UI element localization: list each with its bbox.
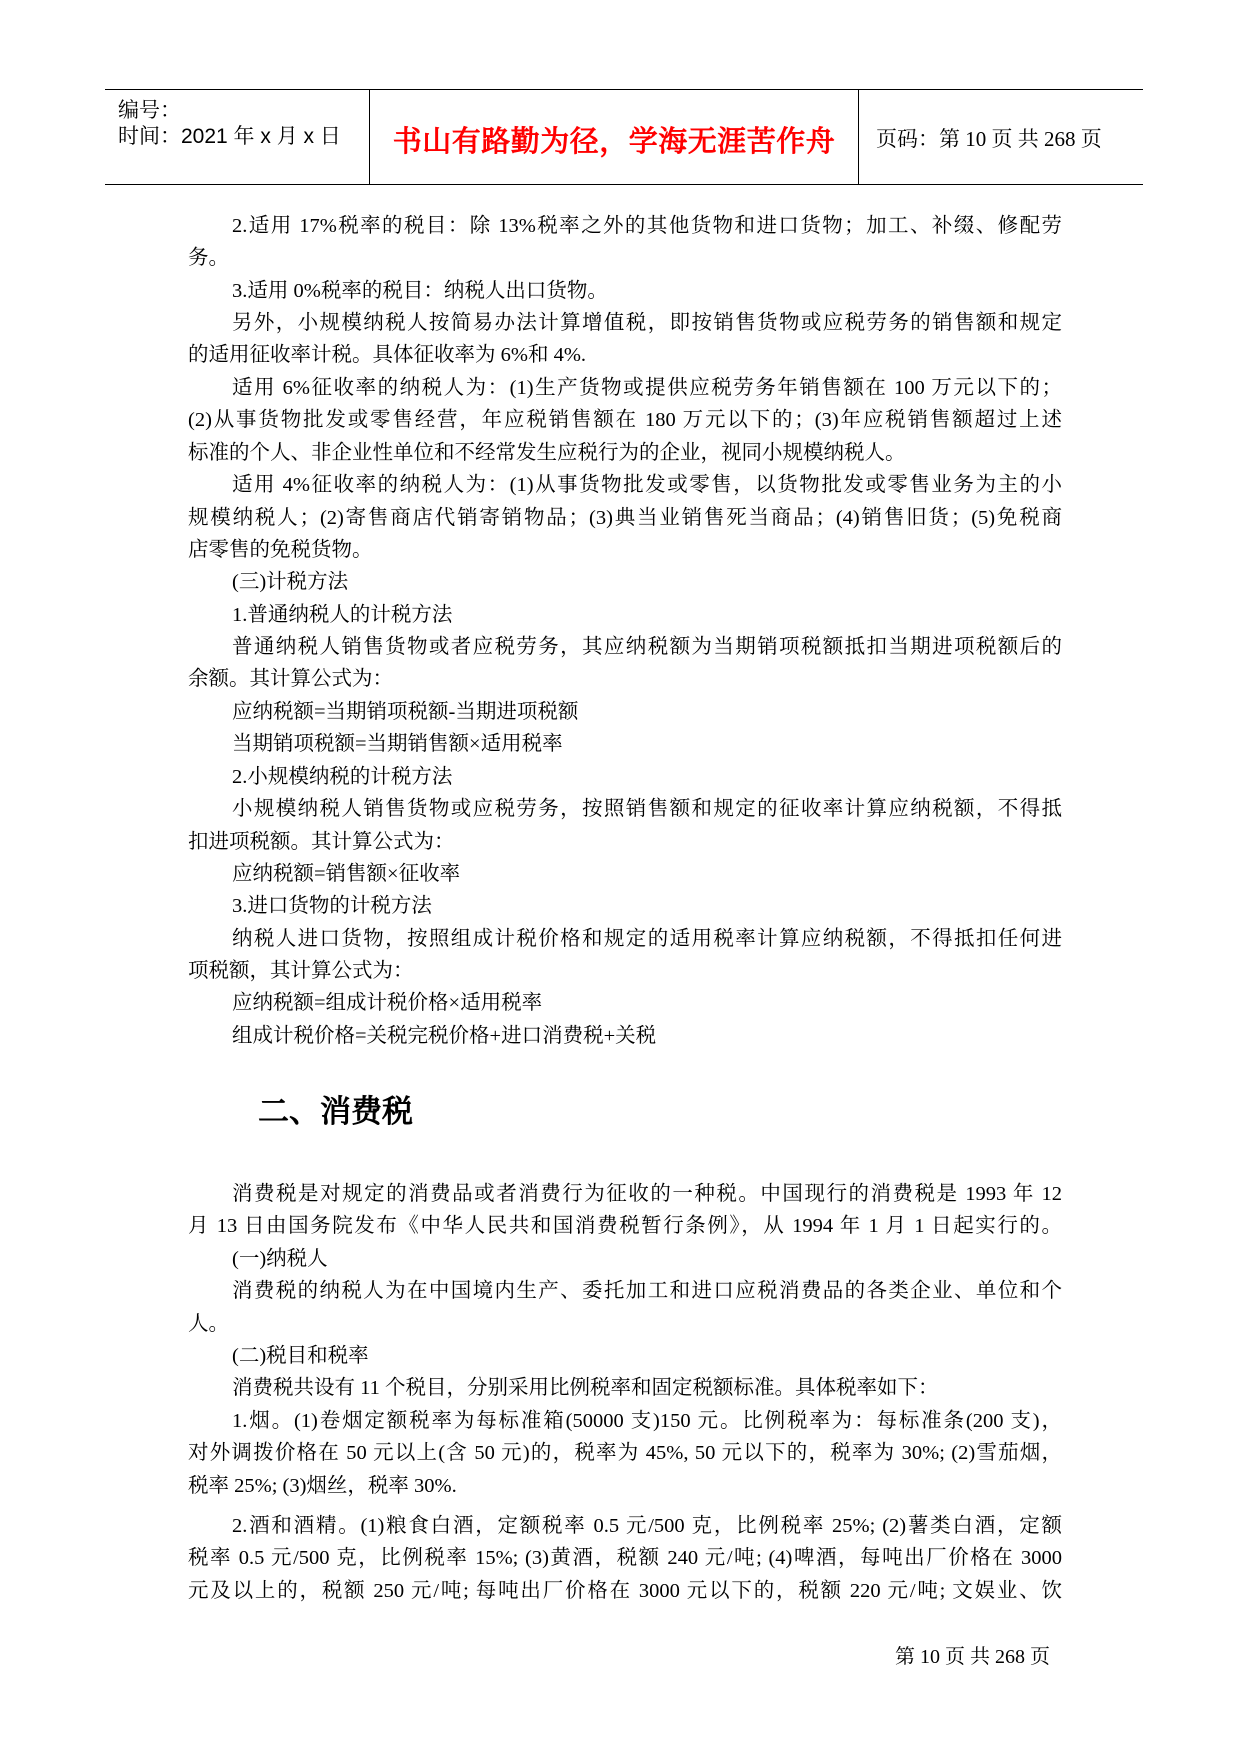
- section-heading: 二、消费税: [258, 1094, 413, 1130]
- paragraph-line: 小规模纳税人销售货物或应税劳务，按照销售额和规定的征收率计算应纳税额，不得抵: [232, 798, 1062, 820]
- formula-line: 应纳税额=组成计税价格×适用税率: [232, 992, 543, 1014]
- section-subheading: (三)计税方法: [232, 571, 349, 593]
- section-subheading: (二)税目和税率: [232, 1345, 369, 1367]
- paragraph-line: 另外，小规模纳税人按简易办法计算增值税，即按销售货物或应税劳务的销售额和规定: [232, 312, 1062, 334]
- paragraph-line: 扣进项税额。其计算公式为：: [188, 831, 455, 853]
- header-motto-cell: [369, 90, 859, 184]
- header-table: [105, 89, 1143, 185]
- paragraph-line: 的适用征收率计税。具体征收率为 6%和 4%.: [188, 344, 587, 366]
- header-motto: 书山有路勤为径，学海无涯苦作舟: [392, 126, 836, 158]
- paragraph-line: 1.烟。(1)卷烟定额税率为每标准箱(50000 支)150 元。比例税率为：每标准条(200 支)，: [232, 1410, 1062, 1432]
- paragraph-line: 标准的个人、非企业性单位和不经常发生应税行为的企业，视同小规模纳税人。: [188, 442, 906, 464]
- paragraph-line: 元及以上的，税额 250 元/吨; 每吨出厂价格在 3000 元以下的，税额 220 元/吨; 文娱业、饮: [188, 1580, 1062, 1602]
- paragraph-line: 适用 4%征收率的纳税人为：(1)从事货物批发或零售，以货物批发或零售业务为主的小: [232, 474, 1062, 496]
- paragraph-line: 消费税是对规定的消费品或者消费行为征收的一种税。中国现行的消费税是 1993 年 12: [232, 1183, 1062, 1205]
- paragraph-line: 3.适用 0%税率的税目：纳税人出口货物。: [232, 280, 608, 302]
- paragraph-line: 普通纳税人销售货物或者应税劳务，其应纳税额为当期销项税额抵扣当期进项税额后的: [232, 636, 1062, 658]
- paragraph-line: 适用 6%征收率的纳税人为：(1)生产货物或提供应税劳务年销售额在 100 万元以下的；: [232, 377, 1062, 399]
- header-page-number: 页码：第 10 页 共 268 页: [876, 127, 1102, 151]
- section-subheading: (一)纳税人: [232, 1248, 328, 1270]
- paragraph-line: 规模纳税人；(2)寄售商店代销寄销物品；(3)典当业销售死当商品；(4)销售旧货；(5)免税商: [188, 507, 1062, 529]
- paragraph-line: 对外调拨价格在 50 元以上(含 50 元)的，税率为 45%, 50 元以下的，税率为 30%; (2)雪茄烟，: [188, 1442, 1062, 1464]
- header-page-cell: [858, 90, 1143, 184]
- formula-line: 应纳税额=当期销项税额-当期进项税额: [232, 701, 579, 723]
- paragraph-line: (2)从事货物批发或零售经营，年应税销售额在 180 万元以下的；(3)年应税销售额超过上述: [188, 409, 1062, 431]
- formula-line: 组成计税价格=关税完税价格+进口消费税+关税: [232, 1025, 657, 1047]
- section-subheading: 2.小规模纳税的计税方法: [232, 766, 453, 788]
- formula-line: 当期销项税额=当期销售额×适用税率: [232, 733, 563, 755]
- paragraph-line: 纳税人进口货物，按照组成计税价格和规定的适用税率计算应纳税额，不得抵扣任何进: [232, 928, 1062, 950]
- footer-page-number: 第 10 页 共 268 页: [895, 1646, 1050, 1668]
- paragraph-line: 店零售的免税货物。: [188, 539, 373, 561]
- formula-line: 应纳税额=销售额×征收率: [232, 863, 461, 885]
- document-number-label: 编号：: [118, 99, 181, 122]
- section-subheading: 1.普通纳税人的计税方法: [232, 604, 453, 626]
- document-time-label: 时间：2021 年 x 月 x 日: [118, 125, 341, 148]
- paragraph-line: 余额。其计算公式为：: [188, 668, 393, 690]
- paragraph-line: 2.适用 17%税率的税目：除 13%税率之外的其他货物和进口货物；加工、补缀、修配劳: [232, 215, 1062, 237]
- paragraph-line: 2.酒和酒精。(1)粮食白酒，定额税率 0.5 元/500 克，比例税率 25%; (2)薯类白酒，定额: [232, 1515, 1062, 1537]
- paragraph-line: 人。: [188, 1313, 229, 1335]
- section-subheading: 3.进口货物的计税方法: [232, 895, 432, 917]
- paragraph-line: 税率 0.5 元/500 克，比例税率 15%; (3)黄酒，税额 240 元/吨; (4)啤酒，每吨出厂价格在 3000: [188, 1547, 1062, 1569]
- paragraph-line: 务。: [188, 247, 229, 269]
- paragraph-line: 消费税的纳税人为在中国境内生产、委托加工和进口应税消费品的各类企业、单位和个: [232, 1280, 1062, 1302]
- paragraph-line: 消费税共设有 11 个税目，分别采用比例税率和固定税额标准。具体税率如下：: [232, 1377, 939, 1399]
- paragraph-line: 月 13 日由国务院发布《中华人民共和国消费税暂行条例》，从 1994 年 1 月 1 日起实行的。: [188, 1215, 1062, 1237]
- header-info-cell: [105, 90, 369, 184]
- paragraph-line: 项税额，其计算公式为：: [188, 960, 414, 982]
- paragraph-line: 税率 25%; (3)烟丝，税率 30%.: [188, 1475, 457, 1497]
